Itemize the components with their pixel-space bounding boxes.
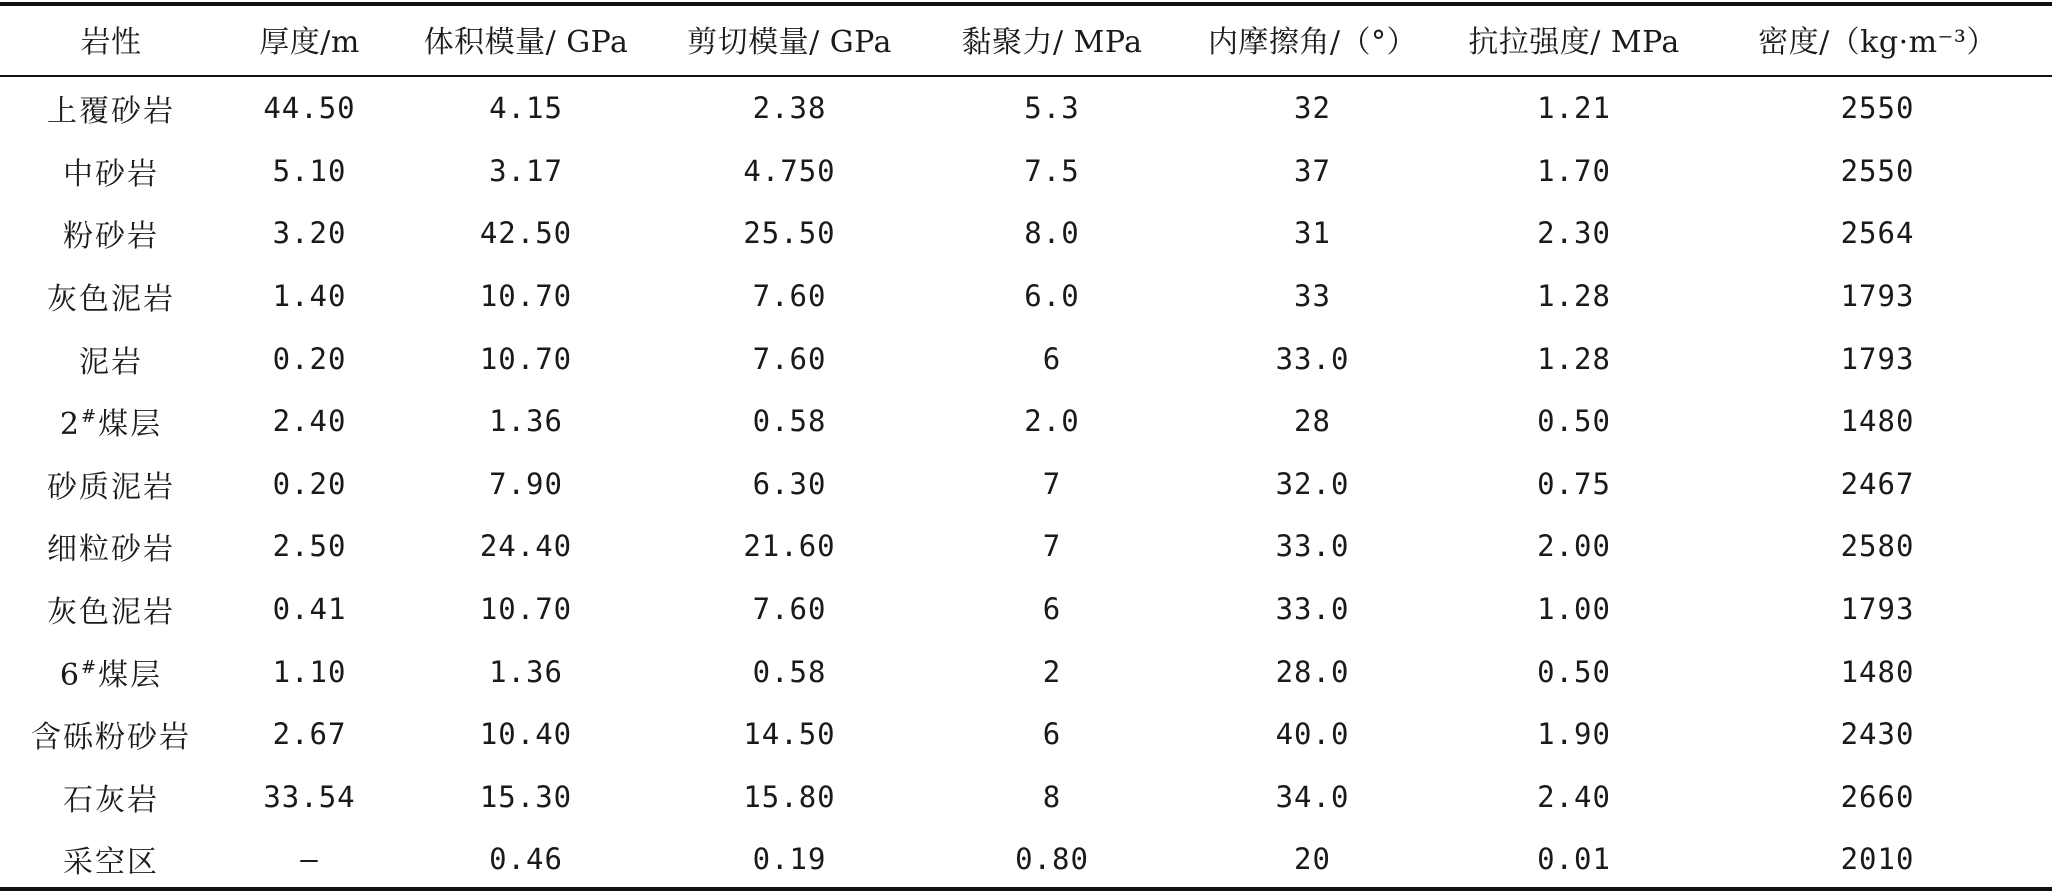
shear-modulus-cell: 6.30 (752, 466, 827, 501)
tensile-strength-cell: 2.00 (1537, 529, 1611, 564)
density-cell: 2550 (1840, 91, 1915, 126)
density-cell: 2580 (1840, 529, 1915, 564)
tensile-strength-cell: 1.90 (1537, 717, 1611, 752)
lithology-name: 含砾粉砂岩 (31, 720, 191, 756)
header-shear-modulus: 剪切模量/ GPa (687, 24, 892, 60)
shear-modulus-cell: 21.60 (743, 529, 836, 564)
shear-modulus-cell: 14.50 (743, 717, 836, 752)
shear-modulus-cell: 7.60 (752, 341, 827, 376)
shear-modulus-cell: 7.60 (752, 592, 827, 627)
tensile-strength-cell: 0.75 (1537, 466, 1611, 501)
seam-number-mark: # (81, 656, 99, 678)
density-cell: 1480 (1840, 654, 1915, 689)
thickness-cell: 5.10 (272, 153, 347, 188)
shear-modulus-cell: 0.19 (752, 842, 827, 877)
shear-modulus-cell: 0.58 (752, 654, 827, 689)
thickness-cell: — (300, 842, 319, 877)
thickness-cell: 2.50 (272, 529, 347, 564)
table-header (0, 0, 2052, 77)
tensile-strength-cell: 0.50 (1537, 404, 1611, 439)
cohesion-cell: 6 (1042, 592, 1062, 627)
header-tensile-strength: 抗拉强度/ MPa (1468, 24, 1680, 60)
lithology-cell (0, 327, 222, 390)
density-cell: 2550 (1840, 153, 1915, 188)
bulk-modulus-cell: 1.36 (489, 654, 563, 689)
header-lithology: 岩性 (80, 24, 142, 60)
lithology-name: 6 (59, 657, 81, 693)
density-cell: 1793 (1840, 592, 1915, 627)
shear-modulus-cell: 15.80 (743, 779, 836, 814)
bulk-modulus-cell: 10.70 (479, 592, 573, 627)
tensile-strength-cell: 0.01 (1537, 842, 1611, 877)
friction-angle-cell: 32.0 (1275, 466, 1350, 501)
thickness-cell: 2.67 (272, 717, 347, 752)
cohesion-cell: 8.0 (1024, 216, 1080, 251)
table-row (0, 578, 2052, 641)
header-cohesion: 黏聚力/ MPa (961, 24, 1143, 60)
tensile-strength-cell: 1.21 (1537, 91, 1611, 126)
friction-angle-cell: 37 (1294, 153, 1331, 188)
cohesion-cell: 0.80 (1015, 842, 1089, 877)
bulk-modulus-cell: 0.46 (489, 842, 563, 877)
table-body (0, 77, 2052, 891)
density-cell: 2010 (1840, 842, 1915, 877)
bulk-modulus-cell: 42.50 (479, 216, 573, 251)
lithology-cell (0, 202, 222, 265)
lithology-name: 细粒砂岩 (47, 532, 175, 568)
table-row (0, 202, 2052, 265)
cohesion-cell: 6 (1042, 717, 1062, 752)
table-row (0, 515, 2052, 578)
lithology-cell (0, 77, 222, 140)
header-bulk-modulus: 体积模量/ GPa (423, 24, 629, 60)
cohesion-cell: 6 (1042, 341, 1062, 376)
thickness-cell: 0.20 (272, 341, 347, 376)
lithology-name: 砂质泥岩 (47, 469, 175, 505)
lithology-cell (0, 515, 222, 578)
friction-angle-cell: 33.0 (1275, 341, 1350, 376)
tensile-strength-cell: 1.00 (1537, 592, 1611, 627)
header-thickness: 厚度/m (259, 24, 360, 60)
table-row (0, 390, 2052, 453)
friction-angle-cell: 34.0 (1275, 779, 1350, 814)
friction-angle-cell: 40.0 (1275, 717, 1350, 752)
bulk-modulus-cell: 10.70 (479, 341, 573, 376)
table-row (0, 828, 2052, 891)
lithology-suffix: 煤层 (98, 407, 163, 443)
density-cell: 2467 (1840, 466, 1915, 501)
thickness-cell: 3.20 (272, 216, 347, 251)
friction-angle-cell: 20 (1294, 842, 1331, 877)
header-density: 密度/（kg·m⁻³） (1758, 24, 1997, 60)
lithology-cell (0, 453, 222, 516)
thickness-cell: 44.50 (263, 91, 356, 126)
friction-angle-cell: 33.0 (1275, 592, 1350, 627)
cohesion-cell: 7 (1042, 466, 1062, 501)
lithology-cell (0, 828, 222, 891)
tensile-strength-cell: 1.28 (1537, 341, 1611, 376)
tensile-strength-cell: 1.28 (1537, 279, 1611, 314)
cohesion-cell: 2 (1042, 654, 1062, 689)
bulk-modulus-cell: 7.90 (489, 466, 563, 501)
friction-angle-cell: 33 (1294, 279, 1331, 314)
lithology-name: 灰色泥岩 (47, 282, 175, 318)
table-row (0, 140, 2052, 203)
lithology-cell (0, 640, 222, 703)
thickness-cell: 0.20 (272, 466, 347, 501)
cohesion-cell: 7 (1042, 529, 1062, 564)
cohesion-cell: 5.3 (1024, 91, 1080, 126)
lithology-cell (0, 703, 222, 766)
lithology-name: 2 (59, 407, 81, 443)
lithology-name: 粉砂岩 (63, 219, 159, 255)
bulk-modulus-cell: 10.40 (479, 717, 573, 752)
bulk-modulus-cell: 4.15 (489, 91, 563, 126)
header-row (0, 0, 2052, 77)
density-cell: 1480 (1840, 404, 1915, 439)
thickness-cell: 0.41 (272, 592, 347, 627)
lithology-cell (0, 578, 222, 641)
shear-modulus-cell: 2.38 (752, 91, 827, 126)
shear-modulus-cell: 25.50 (743, 216, 836, 251)
seam-number-mark: # (81, 406, 99, 428)
lithology-name: 石灰岩 (63, 782, 159, 818)
density-cell: 2564 (1840, 216, 1915, 251)
cohesion-cell: 6.0 (1024, 279, 1080, 314)
friction-angle-cell: 28 (1294, 404, 1331, 439)
lithology-name: 上覆砂岩 (47, 94, 175, 130)
density-cell: 2660 (1840, 779, 1915, 814)
bulk-modulus-cell: 24.40 (479, 529, 573, 564)
density-cell: 2430 (1840, 717, 1915, 752)
thickness-cell: 1.40 (272, 279, 347, 314)
cohesion-cell: 7.5 (1024, 153, 1080, 188)
table-row (0, 77, 2052, 140)
table-row (0, 327, 2052, 390)
tensile-strength-cell: 1.70 (1537, 153, 1611, 188)
bulk-modulus-cell: 10.70 (479, 279, 573, 314)
table-row (0, 766, 2052, 829)
lithology-cell (0, 766, 222, 829)
bulk-modulus-cell: 15.30 (479, 779, 573, 814)
cohesion-cell: 2.0 (1024, 404, 1080, 439)
table-row (0, 703, 2052, 766)
friction-angle-cell: 32 (1294, 91, 1331, 126)
shear-modulus-cell: 0.58 (752, 404, 827, 439)
friction-angle-cell: 28.0 (1275, 654, 1350, 689)
tensile-strength-cell: 2.30 (1537, 216, 1611, 251)
lithology-cell (0, 140, 222, 203)
bulk-modulus-cell: 3.17 (489, 153, 563, 188)
density-cell: 1793 (1840, 341, 1915, 376)
lithology-suffix: 煤层 (98, 657, 163, 693)
table-row (0, 640, 2052, 703)
shear-modulus-cell: 7.60 (752, 279, 827, 314)
tensile-strength-cell: 2.40 (1537, 779, 1611, 814)
cohesion-cell: 8 (1042, 779, 1062, 814)
table-row (0, 265, 2052, 328)
lithology-cell (0, 265, 222, 328)
bulk-modulus-cell: 1.36 (489, 404, 563, 439)
friction-angle-cell: 33.0 (1275, 529, 1350, 564)
lithology-name: 灰色泥岩 (47, 595, 175, 631)
lithology-name: 采空区 (63, 845, 159, 881)
lithology-cell (0, 390, 222, 453)
lithology-name: 中砂岩 (63, 156, 159, 192)
thickness-cell: 33.54 (263, 779, 356, 814)
table-row (0, 453, 2052, 516)
header-friction-angle: 内摩擦角/（°） (1207, 24, 1418, 60)
density-cell: 1793 (1840, 279, 1915, 314)
lithology-name: 泥岩 (79, 344, 143, 380)
thickness-cell: 1.10 (272, 654, 347, 689)
tensile-strength-cell: 0.50 (1537, 654, 1611, 689)
shear-modulus-cell: 4.750 (743, 153, 836, 188)
friction-angle-cell: 31 (1294, 216, 1331, 251)
thickness-cell: 2.40 (272, 404, 347, 439)
